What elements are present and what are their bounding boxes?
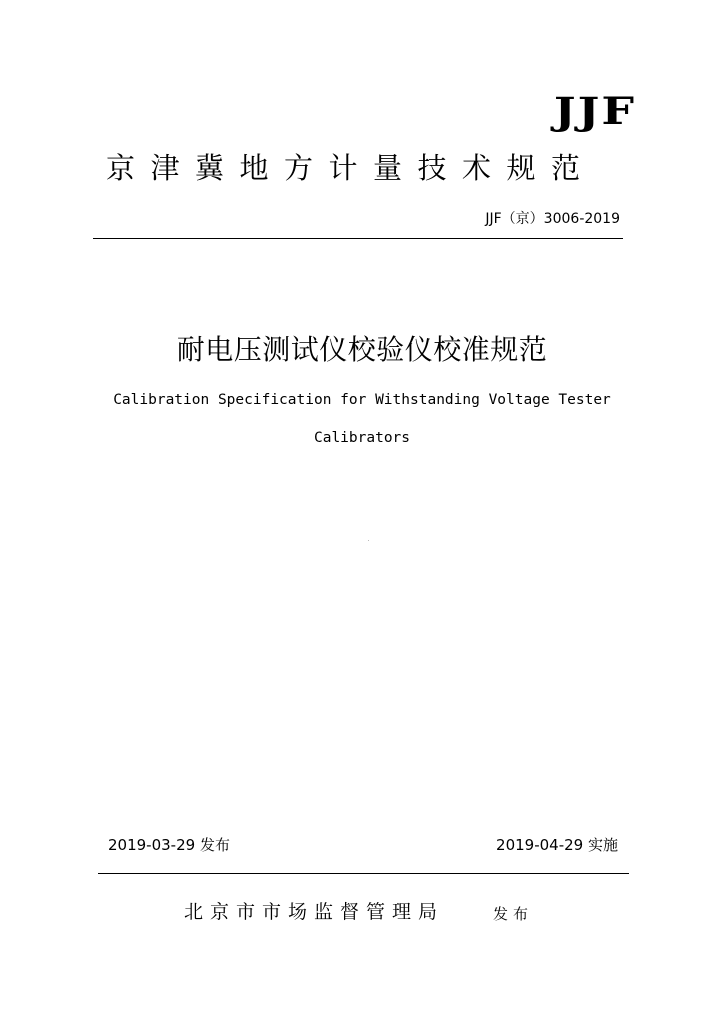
standard-number: JJF（京）3006-2019 — [485, 211, 620, 227]
document-title-english-line-2: Calibrators — [313, 430, 411, 446]
bottom-divider — [98, 873, 629, 874]
series-title: 京津冀地方计量技术规范 — [106, 151, 596, 185]
issue-date: 2019-03-29 发布 — [108, 836, 230, 854]
effective-date: 2019-04-29 实施 — [496, 836, 618, 854]
document-title-chinese: 耐电压测试仪校验仪校准规范 — [176, 333, 548, 366]
jjf-logo: JJF — [553, 88, 636, 133]
issuing-authority: 北京市市场监督管理局 — [184, 901, 445, 923]
document-title-english-line-1: Calibration Specification for Withstanding Voltage Tester — [113, 392, 611, 408]
top-divider — [93, 238, 623, 239]
issuing-action: 发布 — [493, 905, 534, 923]
scan-speck — [368, 540, 369, 541]
